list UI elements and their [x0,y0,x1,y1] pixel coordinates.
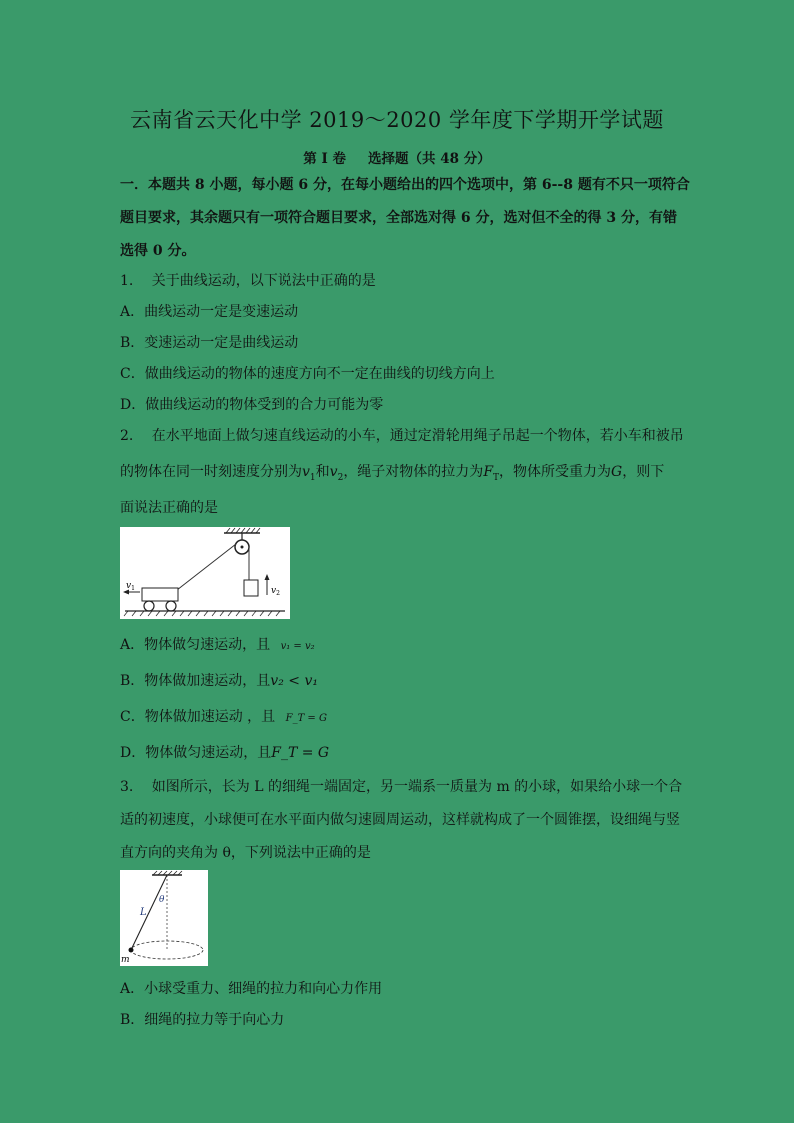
pulley-cart-diagram [120,527,290,619]
conical-pendulum-diagram [120,870,208,966]
math-v1: $v_1$ [302,464,316,483]
question-1-option-c: C．做曲线运动的物体的速度方向不一定在曲线的切线方向上 [120,366,495,382]
instructions [120,169,690,268]
section-part: 第 I 卷 [303,151,347,167]
length-label: L [140,907,147,918]
page-title: 云南省云天化中学 2019～2020 学年度下学期开学试题 [130,108,664,132]
question-1-stem: 1. 关于曲线运动，以下说法中正确的是 [120,273,376,289]
option-b-math: v₂ < v₁ [270,673,318,689]
question-2-option-d: D．物体做匀速运动，且F_T = G [120,745,330,761]
question-2-option-c: C．物体做加速运动 ，且 F_T = G [120,709,327,725]
mass-label: m [121,955,130,965]
math-g: G [611,464,623,480]
question-2-option-a: A．物体做匀速运动，且 v₁ = v₂ [120,637,315,653]
theta-label: θ [159,895,165,905]
math-ft: $F_T$ [483,464,500,483]
section-heading [0,147,794,167]
question-2-stem-line3: 面说法正确的是 [120,500,218,516]
instructions-line: 一．本题共 8 小题，每小题 6 分，在每小题给出的四个选项中，第 6--8 题有不只一项符合 [120,177,690,193]
v1-label: $v_1$ [126,581,135,592]
question-2-stem-line2: 的物体在同一时刻速度分别为$v_1$和$v_2$，绳子对物体的拉力为$F_T$，物体所受重力为G，则下 [120,464,665,483]
pulley-cart-figure [120,527,290,619]
question-1-option-a: A．曲线运动一定是变速运动 [120,304,299,320]
question-1-option-d: D．做曲线运动的物体受到的合力可能为零 [120,397,384,413]
question-3-stem-line1: 3. 如图所示，长为 L 的细绳一端固定，另一端系一质量为 m 的小球，如果给小球一个合 [120,779,683,795]
section-name: 选择题（共 48 分） [368,151,491,167]
option-d-math: F_T = G [271,745,330,761]
v2-label: $v_2$ [271,586,280,597]
question-3-stem-line3: 直方向的夹角为 θ，下列说法中正确的是 [120,845,371,861]
instructions-line: 题目要求，其余题只有一项符合题目要求，全部选对得 6 分，选对但不全的得 3 分，有错 [120,210,677,226]
question-3-option-a: A．小球受重力、细绳的拉力和向心力作用 [120,981,383,997]
question-3-option-b: B．细绳的拉力等于向心力 [120,1012,285,1028]
math-v2: $v_2$ [329,464,344,483]
question-1-option-b: B．变速运动一定是曲线运动 [120,335,299,351]
question-2-stem-line1: 2. 在水平地面上做匀速直线运动的小车，通过定滑轮用绳子吊起一个物体，若小车和被吊 [120,428,684,444]
question-3-stem-line2: 适的初速度，小球便可在水平面内做匀速圆周运动，这样就构成了一个圆锥摆，设细绳与竖 [120,812,680,828]
instructions-line: 选得 0 分。 [120,243,196,259]
conical-pendulum-figure [120,870,208,966]
option-c-math: F_T = G [285,713,327,724]
question-2-option-b: B．物体做加速运动，且v₂ < v₁ [120,673,318,689]
option-a-math: v₁ = v₂ [280,641,315,652]
